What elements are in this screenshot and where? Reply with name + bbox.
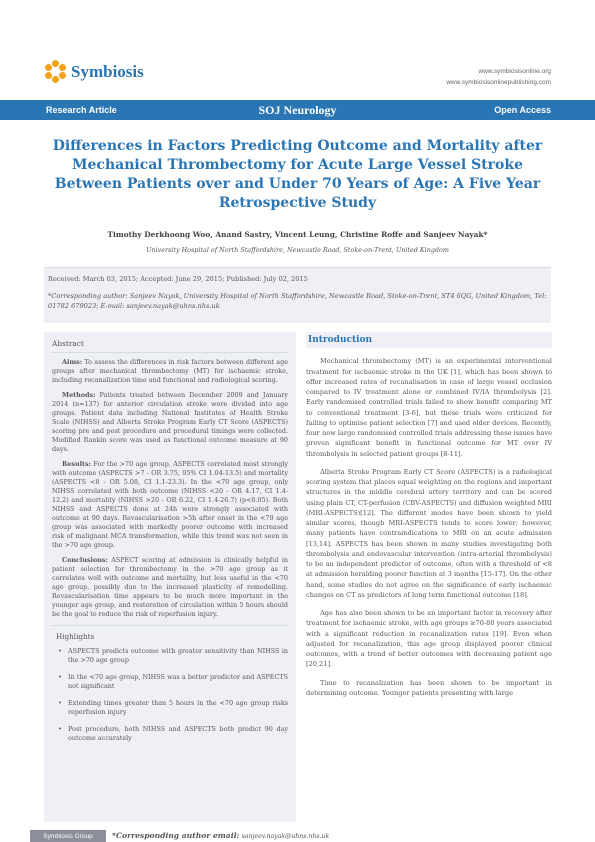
intro-paragraph: Time to recanalization has been shown to be important in determining outcome. Younger patients presenting with large: [306, 678, 552, 697]
highlight-item: • Extending times greater than 5 hours in the <70 age group risks reperfusion injury: [52, 699, 288, 717]
abstract-heading: Abstract: [52, 339, 288, 353]
article-type: Research Article: [46, 105, 117, 115]
symbiosis-logo: [44, 60, 144, 84]
journal-bar: [0, 100, 595, 120]
open-access-label: Open Access: [494, 105, 551, 115]
abstract-panel: [44, 332, 296, 822]
intro-paragraph: Age has also been shown to be an important factor in recovery after treatment for ischaemic stroke, with age groups ≥70-80 years associated with a significant reduction in recanalization rates [19]. Even when adjusted for recanalization, this age group displayed poorer clinical outcomes, with a trend of better outcomes with decreasing patient age [20,21].: [306, 609, 552, 669]
header-urls: [446, 66, 551, 88]
intro-paragraph: Mechanical thrombectomy (MT) is an experimental interventional treatment for ischaemic stroke in the UK [1], which has been shown to offer increased rates of recanalisation in case of large vessel occlusion compared to IV treatment alone or combined IV/IA thrombolysis [2]. Early randomised controlled trials failed to show benefit comparing MT to conventional treatment [3-6], but these trials were criticized for failing to optimise patient selection [7] and used older devices. Recently, four new large randomised controlled trials addressing these issues have proven significant benefit in functional outcome for MT over IV thrombolysis in selected patient groups [8-11].: [306, 357, 552, 458]
url-link[interactable]: www.symbiosisonline.org: [478, 68, 551, 75]
abstract-aims: Aims: To assess the differences in risk factors between different age groups after mechanical thrombectomy (MT) for ischaemic stroke, including recanalization time and functional and radiological scoring.: [52, 358, 288, 384]
journal-name: SOJ Neurology: [258, 102, 337, 117]
footer-group-label: Symbiosis Group: [30, 830, 106, 842]
corresponding-author: [48, 291, 547, 311]
abstract-conclusions: Conclusions: ASPECT scoring at admission is clinically helpful in patient selection for thrombectomy in the >70 age group as it correlates well with outcome and mortality, but less useful in the <70 age group, possibly due to the increased plasticity of remodelling. Revascularisation time appears to be much more important in the younger age group, and restoration of circulation within 5 hours should be the goal to reduce the risk of reperfusion injury.: [52, 556, 288, 618]
introduction-column: [306, 332, 552, 706]
article-meta: [44, 267, 551, 323]
highlight-item: • ASPECTS predicts outcome with greater sensitivity than NIHSS in the >70 age group: [52, 647, 288, 665]
affiliation: University Hospital of North Staffordshire, Newcastle Road, Stoke-on-Trent, United Kingdom: [146, 246, 449, 254]
brand-name: Symbiosis: [71, 62, 144, 81]
highlights-section: [52, 625, 288, 743]
corresponding-label: *Corresponding author:: [48, 292, 128, 300]
article-title: Differences in Factors Predicting Outcome and Mortality after Mechanical Thrombectomy for Acute Large Vessel Stroke Between Patients over and Under 70 Years of Age: A Five Year Retrospective Study: [52, 138, 543, 211]
highlights-heading: Highlights: [56, 632, 95, 641]
symbiosis-flower-icon: [44, 60, 68, 84]
introduction-heading: Introduction: [306, 332, 552, 348]
publication-dates: Received: March 03, 2015; Accepted: June 29, 2015; Published: July 02, 2015: [48, 275, 308, 283]
highlight-item: • In the <70 age group, NIHSS was a better predictor and ASPECTS not significant: [52, 673, 288, 691]
page-footer: [0, 830, 595, 842]
abstract-results: Results: For the >70 age group, ASPECTS correlated most strongly with outcome (ASPECTS >7 - OR 3.75, 95% CI 1.04-13.5) and mortality (ASPECTS <8 - OR 5.08, CI 1.1-23.3). In the <70 age group, only NIHSS correlated with both outcome (NIHSS <20 - OR 4.17, CI 1.4-12.2) and mortality (NIHSS >20 - OR 6.22, CI 1.4-26.7) (p<0.05). Both NIHSS and ASPECTS done at 24h were strongly associated with outcome at 90 days. Revascularisation >5h after onset in the <70 age group was associated with markedly poorer outcome with increased risk of malignant MCA transformation, while this trend was not seen in the >70 age group.: [52, 460, 288, 549]
intro-paragraph: Alberta Stroke Program Early CT Score (ASPECTS) is a radiological scoring system that places equal weighting on the regions and important structures in the middle cerebral artery territory and can be scored using plain CT, CT-perfusion (CBV-ASPECTS) and diffusion weighted MRI (MRI-ASPECTS)[12]. The different modes have been shown to yield similar scores, though MRI-ASPECTS tends to score lower; however, many patients have contraindications to MRI on an acute admission [13,14]. ASPECTS has been shown in many studies investigating both thrombolysis and endovascular intervention (intra-arterial thrombolysis) to be an independent predictor of outcome, often with a threshold of <8 at admission heralding poorer function at 3 months [15-17]. On the other hand, some studies do not agree on the significance of early ischaemic changes on CT as predictors of long term functional outcome [18].: [306, 467, 552, 599]
footer-corresponding: *Corresponding author email: sanjeev.nayak@uhns.nhs.uk: [112, 831, 330, 840]
abstract-methods: Methods: Patients treated between December 2009 and January 2014 (n=137) for anterior circulation stroke were divided into age groups. Patient data including National Institutes of Health Stroke Scale (NIHSS) and Alberta Stroke Program Early CT Score (ASPECTS) scoring pre and post procedure and procedural timings were collected. Modified Rankin score was used as functional outcome measure at 90 days.: [52, 391, 288, 453]
url-link[interactable]: www.symbiosisonlinepublishing.com: [446, 79, 551, 86]
highlight-item: • Post procedure, both NIHSS and ASPECTS both predict 90 day outcome accurately: [52, 725, 288, 743]
corresponding-details: Sanjeev Nayak, University Hospital of North Staffordshire, Newcastle Road, Stoke-on-Trent, ST4 6QG, United Kingdom, Tel: 01782 679023; E-mail: sanjeev.nayak@uhns.nhs.uk: [48, 292, 547, 310]
author-list: Timothy Derkhoong Woo, Anand Sastry, Vincent Leung, Christine Roffe and Sanjeev Nayak*: [107, 230, 488, 239]
footer-email[interactable]: sanjeev.nayak@uhns.nhs.uk: [241, 833, 330, 840]
